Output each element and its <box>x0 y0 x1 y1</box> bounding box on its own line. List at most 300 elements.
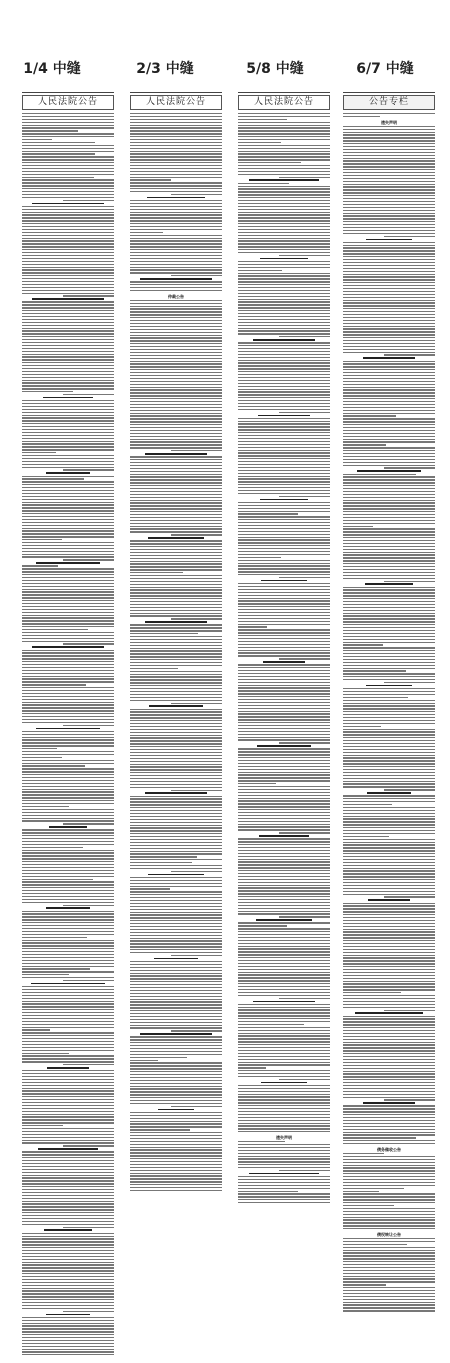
text-line <box>130 615 222 616</box>
text-line <box>22 673 114 674</box>
text-line <box>343 436 435 437</box>
text-line <box>22 684 86 685</box>
text-line <box>22 1018 114 1019</box>
text-line <box>130 395 222 396</box>
text-line <box>22 942 114 943</box>
text-line <box>343 563 435 564</box>
text-line <box>22 681 114 682</box>
text-line <box>238 354 330 355</box>
text-line <box>343 1191 379 1192</box>
text-line <box>238 606 330 607</box>
text-line <box>22 737 114 738</box>
text-line <box>22 948 114 949</box>
text-line <box>22 844 114 845</box>
text-line <box>279 255 330 256</box>
text-line <box>343 326 435 327</box>
text-line <box>130 920 222 921</box>
text-line <box>130 1019 222 1020</box>
text-line <box>238 972 330 973</box>
text-line <box>130 555 222 556</box>
text-line <box>22 751 114 752</box>
text-line <box>238 206 330 207</box>
text-line <box>238 1044 330 1045</box>
text-line <box>343 508 435 509</box>
text-line <box>22 1224 114 1225</box>
text-line <box>343 983 435 984</box>
text-line <box>343 659 435 660</box>
text-line <box>238 539 330 540</box>
text-line <box>343 978 435 979</box>
text-line <box>22 1142 114 1143</box>
text-line <box>343 717 435 718</box>
text-line <box>238 1085 330 1086</box>
text-line <box>22 678 114 679</box>
text-line <box>238 377 330 378</box>
text-line <box>238 565 330 566</box>
text-line <box>238 531 330 532</box>
text-line <box>238 1176 330 1177</box>
text-line <box>130 465 222 466</box>
text-line <box>343 813 435 814</box>
text-line <box>130 1121 222 1122</box>
text-line <box>171 955 222 956</box>
text-line <box>22 209 114 210</box>
text-line <box>22 1212 114 1213</box>
text-line <box>22 1317 114 1318</box>
text-line <box>343 485 435 486</box>
text-line <box>343 642 435 643</box>
text-line <box>22 328 114 329</box>
text-line <box>22 212 114 213</box>
text-line <box>343 288 435 289</box>
text-line <box>343 1244 407 1245</box>
text-line <box>238 1131 330 1132</box>
text-line <box>22 1027 114 1028</box>
text-line <box>22 699 114 700</box>
text-line <box>22 188 114 189</box>
text-line <box>130 810 222 811</box>
text-line <box>130 645 222 646</box>
text-line <box>130 883 222 884</box>
text-line <box>238 925 287 926</box>
text-line <box>130 508 222 509</box>
text-line <box>343 1085 435 1086</box>
text-line <box>343 839 435 840</box>
column-2-header: 人民法院公告 <box>130 95 222 110</box>
text-line <box>263 661 305 663</box>
column-3-notice-title: 遗失声明 <box>276 1135 292 1141</box>
text-line <box>343 274 435 275</box>
text-line <box>238 122 330 123</box>
text-line <box>343 633 435 634</box>
text-line <box>343 943 435 944</box>
text-line <box>384 236 435 237</box>
text-line <box>343 1287 435 1288</box>
text-line <box>130 685 222 686</box>
text-line <box>130 906 222 907</box>
text-line <box>343 850 435 851</box>
text-line <box>22 928 114 929</box>
text-line <box>260 258 307 260</box>
text-line <box>343 1018 435 1019</box>
text-line <box>22 177 94 178</box>
text-line <box>130 311 222 312</box>
text-line <box>130 264 222 265</box>
text-line <box>343 929 435 930</box>
text-line <box>130 772 222 773</box>
text-line <box>130 217 222 218</box>
text-line <box>343 242 435 243</box>
text-line <box>130 229 222 230</box>
text-line <box>22 255 114 256</box>
text-line <box>130 398 222 399</box>
text-line <box>130 329 222 330</box>
text-line <box>343 1270 435 1271</box>
text-line <box>130 1013 222 1014</box>
text-line <box>130 578 222 579</box>
text-line <box>238 403 330 404</box>
text-line <box>22 597 114 598</box>
text-line <box>238 676 330 677</box>
text-line <box>22 1241 114 1242</box>
text-line <box>238 928 330 929</box>
text-line <box>343 215 435 216</box>
text-line <box>130 775 222 776</box>
text-line <box>384 581 435 582</box>
text-line <box>343 1284 386 1285</box>
text-line <box>343 407 435 408</box>
text-line <box>130 726 222 727</box>
text-line <box>343 847 435 848</box>
text-line <box>130 384 222 385</box>
text-line <box>130 769 222 770</box>
text-line <box>49 826 86 828</box>
text-line <box>238 864 330 865</box>
text-line <box>343 279 435 280</box>
text-line <box>343 427 435 428</box>
text-line <box>343 1193 435 1194</box>
text-line <box>130 1022 222 1023</box>
text-line <box>238 1199 330 1200</box>
text-line <box>343 676 435 677</box>
text-line <box>343 798 435 799</box>
text-line <box>238 136 330 137</box>
text-line <box>130 970 222 971</box>
text-line <box>238 217 330 218</box>
text-line <box>130 1184 222 1185</box>
text-line <box>130 320 222 321</box>
text-line <box>238 423 330 424</box>
text-line <box>22 206 114 207</box>
text-line <box>343 305 435 306</box>
text-line <box>343 1071 435 1072</box>
text-line <box>343 1143 435 1144</box>
text-line <box>343 697 408 698</box>
text-line <box>22 354 114 355</box>
text-line <box>22 426 114 427</box>
text-line <box>22 916 114 917</box>
text-line <box>343 1261 435 1262</box>
text-line <box>171 450 222 451</box>
text-line <box>130 415 222 416</box>
text-line <box>238 243 330 244</box>
text-line <box>238 731 330 732</box>
text-line <box>343 1047 435 1048</box>
text-line <box>22 1111 114 1112</box>
text-line <box>22 287 114 288</box>
text-line <box>238 365 330 366</box>
text-line <box>238 766 330 767</box>
text-line <box>343 1132 435 1133</box>
text-line <box>238 290 330 291</box>
text-line <box>22 971 114 972</box>
text-line <box>22 739 114 740</box>
text-line <box>22 539 62 540</box>
text-line <box>130 732 222 733</box>
text-line <box>343 198 435 199</box>
text-line <box>22 1029 50 1030</box>
text-line <box>22 719 114 720</box>
text-line <box>22 586 114 587</box>
text-line <box>130 787 222 788</box>
text-line <box>343 404 435 405</box>
text-line <box>154 958 198 960</box>
text-line <box>130 891 222 892</box>
text-line <box>238 148 330 149</box>
text-line <box>238 624 330 625</box>
text-line <box>238 174 330 175</box>
text-line <box>343 340 435 341</box>
text-line <box>22 998 114 999</box>
text-line <box>130 665 222 666</box>
text-line <box>343 923 435 924</box>
text-line <box>238 992 330 993</box>
text-line <box>343 827 435 828</box>
text-line <box>22 702 114 703</box>
text-line <box>238 638 330 639</box>
text-line <box>343 926 435 927</box>
text-line <box>130 952 222 953</box>
text-line <box>22 641 114 642</box>
text-line <box>130 796 222 797</box>
text-line <box>22 1285 114 1286</box>
text-line <box>238 116 330 117</box>
text-line <box>343 610 435 611</box>
text-line <box>130 607 222 608</box>
text-line <box>22 406 114 407</box>
text-line <box>238 139 330 140</box>
text-line <box>343 1105 435 1106</box>
text-line <box>22 1169 114 1170</box>
text-line <box>238 896 330 897</box>
text-line <box>22 1061 114 1062</box>
text-line <box>238 313 330 314</box>
text-line <box>130 240 222 241</box>
text-line <box>22 1325 114 1326</box>
text-line <box>238 995 330 996</box>
text-line <box>130 1161 222 1162</box>
text-line <box>22 594 114 595</box>
text-line <box>238 1193 330 1194</box>
text-line <box>171 534 222 535</box>
text-line <box>343 786 435 787</box>
text-line <box>238 360 330 361</box>
text-line <box>238 394 330 395</box>
text-line <box>22 1351 114 1352</box>
column-2 <box>130 92 222 1193</box>
text-line <box>238 153 330 154</box>
text-line <box>343 882 435 883</box>
text-line <box>343 415 396 416</box>
text-line <box>343 1021 435 1022</box>
text-line <box>22 452 56 453</box>
text-line <box>343 113 435 114</box>
text-line <box>238 519 330 520</box>
text-line <box>130 711 222 712</box>
text-line <box>22 478 84 479</box>
text-line <box>36 728 100 730</box>
text-line <box>22 1001 114 1002</box>
text-line <box>22 168 114 169</box>
text-line <box>343 129 435 130</box>
text-line <box>343 1079 435 1080</box>
text-line <box>238 966 330 967</box>
text-line <box>130 174 222 175</box>
text-line <box>238 310 330 311</box>
column-label-2: 2/3 中缝 <box>136 61 194 77</box>
text-line <box>343 1214 435 1215</box>
text-line <box>343 714 435 715</box>
text-line <box>238 667 330 668</box>
text-line <box>22 496 114 497</box>
text-line <box>130 749 222 750</box>
text-line <box>22 783 114 784</box>
text-line <box>22 626 114 627</box>
text-line <box>22 151 114 152</box>
text-line <box>22 510 114 511</box>
text-line <box>130 332 222 333</box>
text-line <box>363 357 415 359</box>
text-line <box>22 989 114 990</box>
text-line <box>238 783 276 784</box>
text-line <box>343 957 435 958</box>
text-line <box>130 133 222 134</box>
text-line <box>22 1006 114 1007</box>
text-line <box>22 316 114 317</box>
text-line <box>343 1036 435 1037</box>
text-line <box>130 671 222 672</box>
text-line <box>238 1182 330 1183</box>
text-line <box>22 884 114 885</box>
text-line <box>130 923 222 924</box>
text-line <box>22 693 114 694</box>
text-line <box>343 830 435 831</box>
text-line <box>130 340 222 341</box>
text-line <box>343 644 383 645</box>
text-line <box>343 1176 435 1177</box>
text-line <box>238 438 330 439</box>
text-line <box>279 177 330 178</box>
text-line <box>130 444 222 445</box>
text-line <box>279 577 330 578</box>
text-line <box>148 537 205 539</box>
text-line <box>343 1302 435 1303</box>
text-line <box>22 342 114 343</box>
text-line <box>238 1007 330 1008</box>
text-line <box>343 963 435 964</box>
text-line <box>22 519 114 520</box>
text-line <box>238 319 330 320</box>
text-line <box>130 200 222 201</box>
text-line <box>343 172 435 173</box>
text-line <box>238 345 330 346</box>
text-line <box>130 584 222 585</box>
text-line <box>22 252 114 253</box>
text-line <box>343 140 435 141</box>
text-line <box>130 552 222 553</box>
column-4-notice-title-2: 债务催收公告 <box>377 1146 401 1152</box>
text-line <box>343 378 435 379</box>
text-line <box>130 964 222 965</box>
text-line <box>343 1059 435 1060</box>
text-line <box>343 992 401 993</box>
text-line <box>343 213 435 214</box>
text-line <box>343 862 435 863</box>
text-line <box>343 650 435 651</box>
text-line <box>238 809 330 810</box>
text-line <box>238 429 330 430</box>
text-line <box>238 1147 330 1148</box>
text-line <box>22 174 114 175</box>
text-line <box>343 453 435 454</box>
text-line <box>343 691 435 692</box>
text-line <box>130 746 222 747</box>
text-line <box>355 1012 424 1014</box>
text-line <box>238 537 330 538</box>
text-line <box>343 1137 416 1138</box>
text-line <box>22 345 114 346</box>
text-line <box>22 620 114 621</box>
text-line <box>22 1114 114 1115</box>
text-line <box>130 1077 222 1078</box>
text-line <box>130 1086 222 1087</box>
text-line <box>130 1016 222 1017</box>
text-line <box>130 636 222 637</box>
text-line <box>130 682 222 683</box>
text-line <box>22 794 114 795</box>
text-line <box>63 1311 114 1312</box>
text-line <box>343 456 435 457</box>
text-line <box>22 443 114 444</box>
text-line <box>22 945 114 946</box>
text-line <box>130 372 222 373</box>
text-line <box>343 317 435 318</box>
text-line <box>343 731 435 732</box>
text-line <box>343 1199 435 1200</box>
text-line <box>238 679 330 680</box>
text-line <box>22 992 114 993</box>
text-line <box>343 888 435 889</box>
text-line <box>130 494 222 495</box>
text-line <box>130 630 222 631</box>
text-line <box>238 525 330 526</box>
text-line <box>238 409 330 410</box>
text-line <box>22 435 114 436</box>
text-line <box>343 546 435 547</box>
text-line <box>343 824 435 825</box>
text-line <box>130 142 222 143</box>
text-line <box>22 986 114 987</box>
